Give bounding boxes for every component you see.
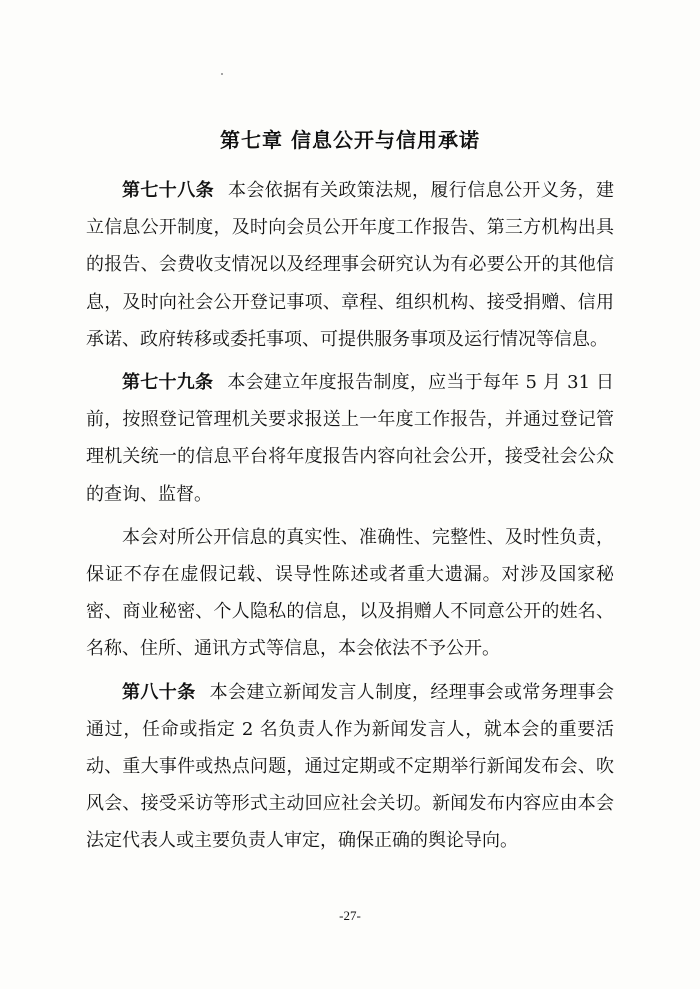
article-78 bbox=[86, 172, 614, 358]
article-79-text: 本会建立年度报告制度，应当于每年 5 月 31 日前，按照登记管理机关要求报送上一年度工作报告，并通过登记管理机关统一的信息平台将年度报告内容向社会公开，接受社会公众的查询、监督。 bbox=[86, 372, 615, 505]
article-80-text: 本会建立新闻发言人制度，经理事会或常务理事会通过，任命或指定 2 名负责人作为新闻发言人，就本会的重要活动、重大事件或热点问题，通过定期或不定期举行新闻发布会、吹风会、接受采访等形式主动回应社会关切。新闻发布内容应由本会法定代表人或主要负责人审定，确保正确的舆论导向。 bbox=[86, 681, 615, 852]
article-79 bbox=[86, 364, 614, 513]
scan-speck bbox=[221, 73, 223, 75]
page-content bbox=[86, 126, 614, 860]
chapter-title: 第七章 信息公开与信用承诺 bbox=[220, 128, 480, 152]
article-78-text: 本会依据有关政策法规，履行信息公开义务，建立信息公开制度，及时向会员公开年度工作报告、第三方机构出具的报告、会费收支情况以及经理事会研究认为有必要公开的其他信息，及时向社会公开登记事项、章程、组织机构、接受捐赠、信用承诺、政府转移或委托事项、可提供服务事项及运行情况等信息。 bbox=[86, 180, 614, 350]
disclosure-paragraph bbox=[86, 519, 614, 668]
article-78-label: 第七十八条 bbox=[122, 180, 214, 201]
page-number: -27- bbox=[339, 908, 361, 923]
article-79-label: 第七十九条 bbox=[122, 372, 214, 394]
article-80-label: 第八十条 bbox=[122, 681, 196, 703]
disclosure-paragraph-text: 本会对所公开信息的真实性、准确性、完整性、及时性负责，保证不存在虚假记载、误导性陈述或者重大遗漏。对涉及国家秘密、商业秘密、个人隐私的信息，以及捐赠人不同意公开的姓名、名称、住所、通讯方式等信息，本会依法不予公开。 bbox=[86, 526, 614, 660]
article-80 bbox=[86, 674, 614, 860]
